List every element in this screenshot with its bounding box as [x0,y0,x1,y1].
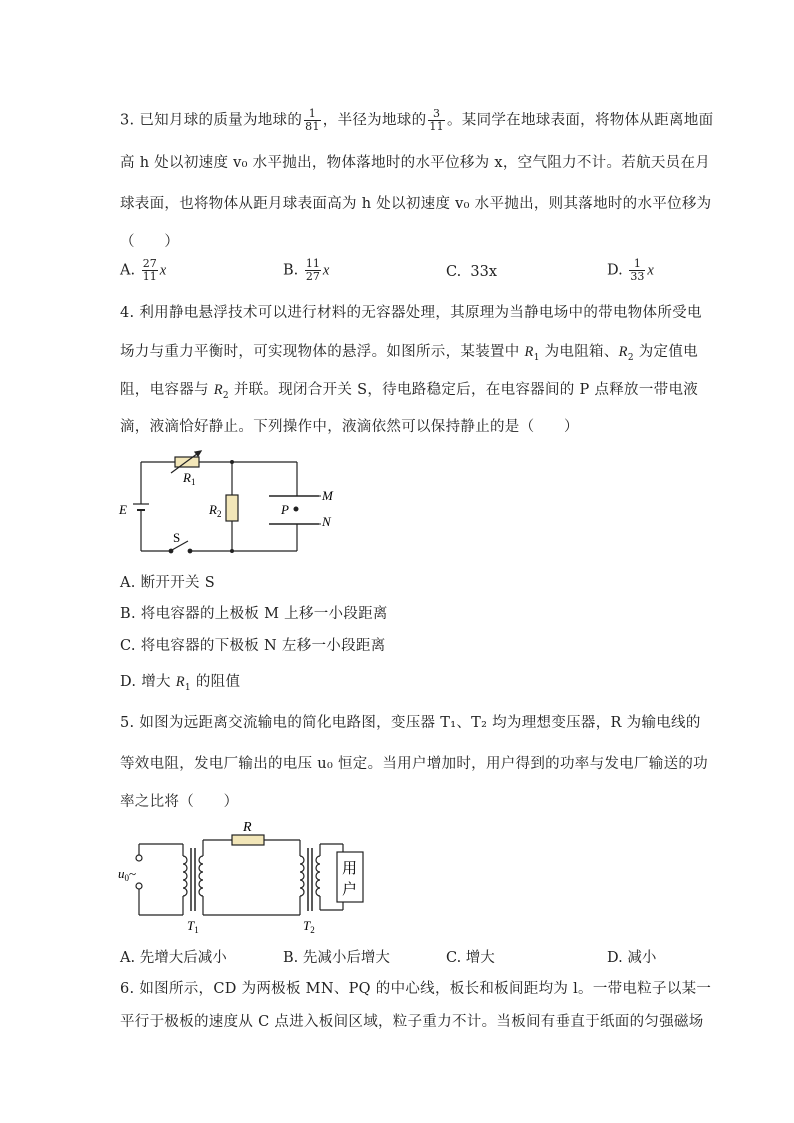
q4-line2-text-a: 场力与重力平衡时，可实现物体的悬浮。如图所示，某装置中 [120,344,525,360]
q4-line2-text-c: 为定值电 [633,344,698,360]
option-label: D. [607,262,623,279]
q4-option-a[interactable]: A. 断开开关 S [120,575,215,591]
option-label: A. [120,262,136,279]
q4-circuit-diagram [115,448,345,560]
q5-line1: 5. 如图为远距离交流输电的简化电路图，变压器 T₁、T₂ 均为理想变压器，R 为输电线的 [120,715,701,731]
option-variable: x [322,262,330,279]
r2-symbol: R [213,382,223,398]
r2-subscript: 2 [627,352,634,363]
r1-symbol: R [524,344,534,360]
fig-r1-sub: 1 [190,477,196,487]
fig-user-label-1: 用 [342,861,358,877]
q5-transmission-diagram [115,818,375,938]
fig-r2-sub: 2 [216,509,222,519]
option-label: B. [283,262,299,279]
option-fraction [629,258,645,283]
q6-line1: 6. 如图所示，CD 为两极板 MN、PQ 的中心线，板长和板间距均为 l。一带电粒子以某一 [120,981,712,997]
q5-option-d[interactable]: D. 减小 [607,950,657,966]
q3-line1 [120,108,713,133]
q4-line4: 滴，液滴恰好静止。下列操作中，液滴依然可以保持静止的是（ ） [120,419,579,435]
fig-t2-sub: 2 [310,925,315,935]
frac-numerator: 3 [428,108,445,121]
q4-option-b[interactable]: B. 将电容器的上极板 M 上移一小段距离 [120,606,388,622]
r1-symbol: R [175,674,185,690]
fig-p-label: P [281,502,289,517]
svg-text:R1 [182,470,195,487]
fig-user-label-2: 户 [342,882,358,898]
q4-line1: 4. 利用静电悬浮技术可以进行材料的无容器处理，其原理为当静电场中的带电物体所受电 [120,305,702,321]
r2-symbol: R [618,344,628,360]
q4-line3-text-a: 阻，电容器与 [120,382,214,398]
q4-line3-text-b: 并联。现闭合开关 S，待电路稳定后，在电容器间的 P 点释放一带电液 [228,382,699,398]
r1-subscript: 1 [533,352,540,363]
fraction-1-81 [304,108,321,133]
q4-option-d[interactable] [120,670,240,693]
q5-option-a[interactable]: A. 先增大后减小 [120,950,227,966]
frac-numerator: 1 [304,108,321,121]
fig-m-label: M [322,488,333,503]
q3-line1-text-c: 。某同学在地球表面，将物体从距离地面 [446,112,714,129]
fraction-3-11 [428,108,445,133]
q3-line1-text-b: ，半径为地球的 [322,112,427,129]
fig-e-label: E [119,502,127,517]
q3-option-c[interactable] [446,264,497,280]
option-text: 33x [470,264,498,280]
q5-option-b[interactable]: B. 先减小后增大 [283,950,390,966]
option-variable: x [647,262,654,279]
q3-line3: 球表面，也将物体从距月球表面高为 h 处以初速度 v₀ 水平抛出，则其落地时的水平位移为 [120,196,712,212]
fig-u0-label: u [118,866,125,881]
q4-line3 [120,378,698,401]
r1-subscript: 1 [184,682,191,693]
q3-line1-text-a: 3. 已知月球的质量为地球的 [120,112,303,129]
q3-line2: 高 h 处以初速度 v₀ 水平抛出，物体落地时的水平位移为 x，空气阻力不计。若航天员在月 [120,155,711,171]
q4-line2-text-b: 为电阻箱、 [539,344,619,360]
option-fraction [305,258,321,283]
svg-text:T1 [187,918,199,935]
q3-line4: （ ） [120,234,180,250]
fig-r-label: R [243,820,252,835]
frac-numerator: 27 [142,257,157,270]
option-variable: x [159,262,167,279]
option-label: C. [446,264,462,280]
frac-numerator: 11 [305,257,320,270]
line-resistor-box [232,835,264,845]
option-fraction [142,258,158,283]
q6-line2: 平行于极板的速度从 C 点进入板间区域，粒子重力不计。当板间有垂直于纸面的匀强磁场 [120,1014,704,1030]
svg-text:T2 [303,918,315,935]
fig-n-label: N [322,514,331,529]
frac-denominator: 11 [429,120,444,133]
fig-r1-label: R [183,470,191,485]
q4-option-d-text-a: D. 增大 [120,674,176,690]
q5-option-c[interactable]: C. 增大 [446,950,495,966]
q3-option-d[interactable] [607,258,654,283]
q4-option-d-text-b: 的阻值 [190,674,241,690]
svg-text:R2 [208,502,221,519]
q4-option-c[interactable]: C. 将电容器的下极板 N 左移一小段距离 [120,638,386,654]
frac-denominator: 33 [630,270,645,283]
q5-line2: 等效电阻，发电厂输出的电压 u₀ 恒定。当用户增加时，用户得到的功率与发电厂输送的功 [120,756,708,772]
frac-numerator: 1 [629,258,645,271]
frac-denominator: 11 [142,270,157,283]
r2-subscript: 2 [222,390,229,401]
q4-line2 [120,340,698,363]
q3-option-b[interactable] [283,258,329,283]
q3-option-a[interactable] [120,258,166,283]
fig-t1-label: T [187,918,195,933]
fig-s-label: S [173,530,181,545]
frac-denominator: 27 [305,270,320,283]
fig-u0-sub: 0 [124,873,129,883]
frac-denominator: 81 [305,120,320,133]
q5-line3: 率之比将（ ） [120,794,239,810]
fig-ac-symbol: ~ [129,866,137,881]
fig-t2-label: T [303,918,311,933]
r2-resistor-box [226,495,238,521]
fig-t1-sub: 1 [194,925,199,935]
fig-r2-label: R [209,502,217,517]
svg-text:u0~ [118,866,136,883]
